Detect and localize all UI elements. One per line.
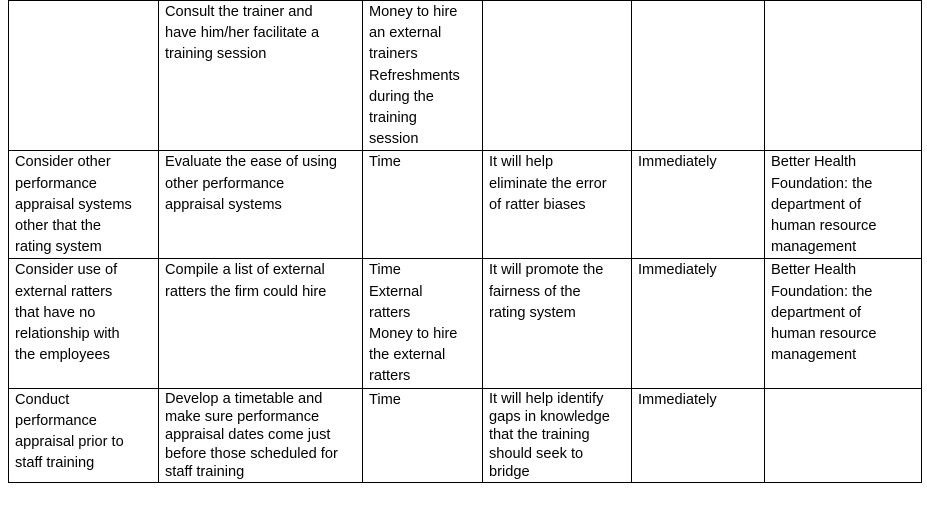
table-cell-resources: Time xyxy=(363,151,483,259)
table-row xyxy=(9,259,922,388)
table-cell-activity: Develop a timetable and make sure performance appraisal dates come just before those scheduled for staff training xyxy=(159,388,363,482)
table-row xyxy=(9,151,922,259)
table-cell-timeline: Immediately xyxy=(632,388,765,482)
table-cell-objective: Consider other performance appraisal systems other that the rating system xyxy=(9,151,159,259)
table-cell-outcome: It will help eliminate the error of ratter biases xyxy=(483,151,632,259)
table-cell-resources: Money to hire an external trainers Refreshments during the training session xyxy=(363,1,483,151)
table-row xyxy=(9,388,922,482)
table-cell-timeline: Immediately xyxy=(632,259,765,388)
table-cell-activity: Consult the trainer and have him/her facilitate a training session xyxy=(159,1,363,151)
table-cell-resources: Time xyxy=(363,388,483,482)
table-cell-outcome: It will promote the fairness of the rating system xyxy=(483,259,632,388)
table-cell-activity: Compile a list of external ratters the firm could hire xyxy=(159,259,363,388)
table-cell-responsible: Better Health Foundation: the department of human resource management xyxy=(765,151,922,259)
table-cell-responsible: Better Health Foundation: the department of human resource management xyxy=(765,259,922,388)
action-plan-table xyxy=(8,0,922,483)
table-cell-timeline: Immediately xyxy=(632,151,765,259)
table-cell-outcome xyxy=(483,1,632,151)
table-row xyxy=(9,1,922,151)
table-cell-objective xyxy=(9,1,159,151)
table-cell-timeline xyxy=(632,1,765,151)
table-cell-responsible xyxy=(765,1,922,151)
table-cell-outcome: It will help identify gaps in knowledge that the training should seek to bridge xyxy=(483,388,632,482)
table-cell-objective: Consider use of external ratters that have no relationship with the employees xyxy=(9,259,159,388)
table-cell-activity: Evaluate the ease of using other performance appraisal systems xyxy=(159,151,363,259)
table-cell-resources: Time External ratters Money to hire the external ratters xyxy=(363,259,483,388)
table-cell-responsible xyxy=(765,388,922,482)
table-cell-objective: Conduct performance appraisal prior to staff training xyxy=(9,388,159,482)
